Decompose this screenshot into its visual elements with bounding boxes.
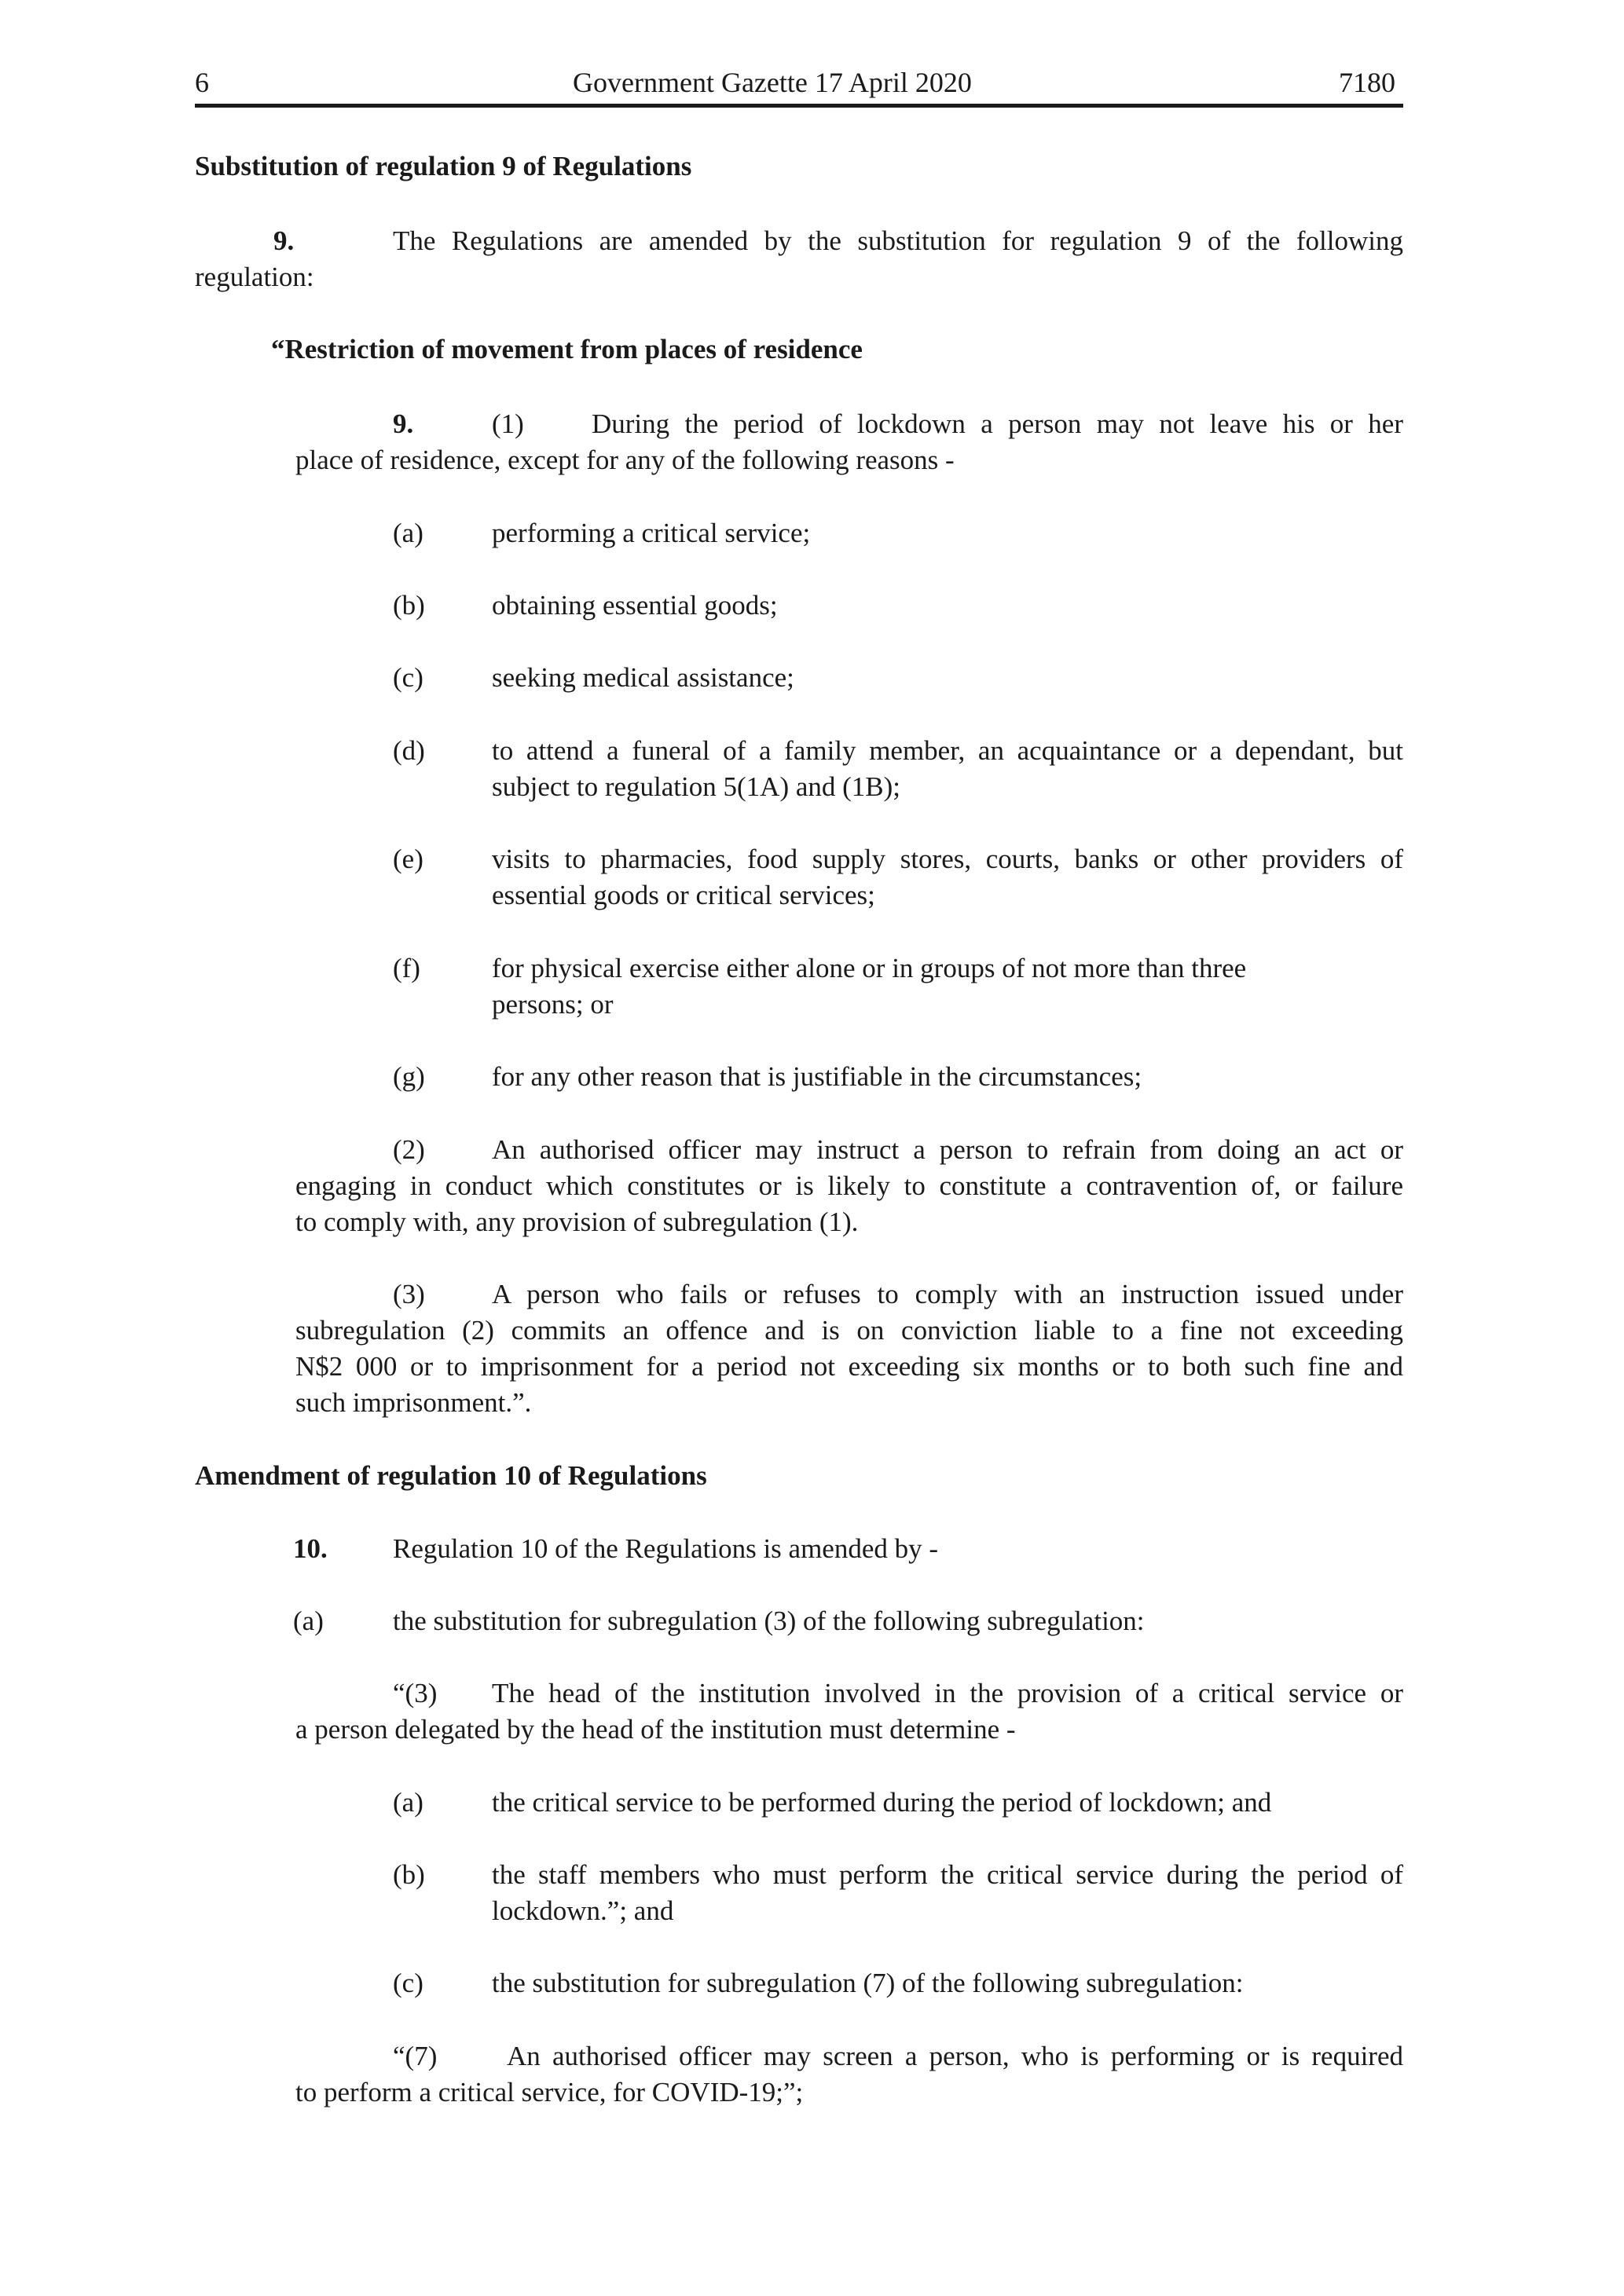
subregulation-2-line3: to comply with, any provision of subregulation (1). xyxy=(295,1207,859,1237)
subregulation-3-line3: N$2 000 or to imprisonment for a period not exceeding six months or to both such fine and xyxy=(295,1351,1403,1382)
section-10-item-a-text: the critical service to be performed during the period of lockdown; and xyxy=(492,1787,1272,1818)
item-f-line2: persons; or xyxy=(492,989,614,1020)
page-number: 6 xyxy=(195,67,209,98)
section-10-sub3-label: “(3) xyxy=(393,1678,438,1708)
section-10-a-label: (a) xyxy=(293,1606,324,1636)
section-10-item-b-line1: the staff members who must perform the critical service during the period of xyxy=(492,1859,1403,1890)
section-10-number: 10. xyxy=(293,1533,328,1564)
section-10-sub3-line2: a person delegated by the head of the institution must determine - xyxy=(295,1714,1016,1745)
subregulation-1-line1: During the period of lockdown a person may not leave his or her xyxy=(592,408,1403,439)
subregulation-1-line2: place of residence, except for any of the following reasons - xyxy=(295,445,955,475)
section-10-item-b-label: (b) xyxy=(393,1859,425,1890)
section-9-number: 9. xyxy=(273,225,295,256)
section-9-heading: Substitution of regulation 9 of Regulations xyxy=(195,151,692,181)
section-10-sub7-line2: to perform a critical service, for COVID-19;”; xyxy=(295,2077,804,2107)
section-9-text-line1: The Regulations are amended by the substitution for regulation 9 of the following xyxy=(393,225,1403,256)
item-g-text: for any other reason that is justifiable in the circumstances; xyxy=(492,1061,1142,1092)
regulation-heading: “Restriction of movement from places of residence xyxy=(271,334,863,364)
subregulation-3-line2: subregulation (2) commits an offence and is on conviction liable to a fine not exceeding xyxy=(295,1315,1403,1346)
section-10-intro: Regulation 10 of the Regulations is amended by - xyxy=(393,1533,939,1564)
subregulation-1-label: (1) xyxy=(492,408,524,439)
section-10-item-a-label: (a) xyxy=(393,1787,423,1818)
section-10-item-c-text: the substitution for subregulation (7) of the following subregulation: xyxy=(492,1968,1244,1998)
item-e-line1: visits to pharmacies, food supply stores, courts, banks or other providers of xyxy=(492,844,1403,874)
item-a-label: (a) xyxy=(393,518,423,548)
section-10-heading: Amendment of regulation 10 of Regulations xyxy=(195,1460,707,1491)
subregulation-2-line2: engaging in conduct which constitutes or is likely to constitute a contravention of, or failure xyxy=(295,1170,1403,1201)
subregulation-3-line1: A person who fails or refuses to comply with an instruction issued under xyxy=(492,1279,1403,1309)
section-10-item-c-label: (c) xyxy=(393,1968,423,1998)
section-10-item-b-line2: lockdown.”; and xyxy=(492,1895,674,1926)
item-g-label: (g) xyxy=(393,1061,425,1092)
regulation-number: 9. xyxy=(393,408,414,439)
section-10-sub7-label: “(7) xyxy=(393,2041,438,2071)
item-e-label: (e) xyxy=(393,844,423,874)
item-c-text: seeking medical assistance; xyxy=(492,662,794,693)
item-e-line2: essential goods or critical services; xyxy=(492,880,875,910)
subregulation-3-line4: such imprisonment.”. xyxy=(295,1387,532,1418)
section-10-sub3-line1: The head of the institution involved in the provision of a critical service or xyxy=(492,1678,1403,1708)
section-9-text-line2: regulation: xyxy=(195,262,314,292)
subregulation-3-label: (3) xyxy=(393,1279,425,1309)
item-a-text: performing a critical service; xyxy=(492,518,811,548)
subregulation-2-line1: An authorised officer may instruct a person to refrain from doing an act or xyxy=(492,1134,1403,1165)
item-d-label: (d) xyxy=(393,735,425,766)
subregulation-2-label: (2) xyxy=(393,1134,425,1165)
item-d-line2: subject to regulation 5(1A) and (1B); xyxy=(492,771,901,802)
gazette-title: Government Gazette 17 April 2020 xyxy=(573,67,972,98)
section-10-a-text: the substitution for subregulation (3) of the following subregulation: xyxy=(393,1606,1145,1636)
item-f-label: (f) xyxy=(393,953,420,983)
gazette-number: 7180 xyxy=(1339,67,1395,98)
header-rule xyxy=(195,104,1403,108)
item-f-line1: for physical exercise either alone or in groups of not more than three xyxy=(492,953,1247,983)
item-d-line1: to attend a funeral of a family member, an acquaintance or a dependant, but xyxy=(492,735,1403,766)
item-b-label: (b) xyxy=(393,590,425,621)
item-c-label: (c) xyxy=(393,662,423,693)
section-10-sub7-line1: An authorised officer may screen a person, who is performing or is required xyxy=(507,2041,1403,2071)
item-b-text: obtaining essential goods; xyxy=(492,590,778,621)
